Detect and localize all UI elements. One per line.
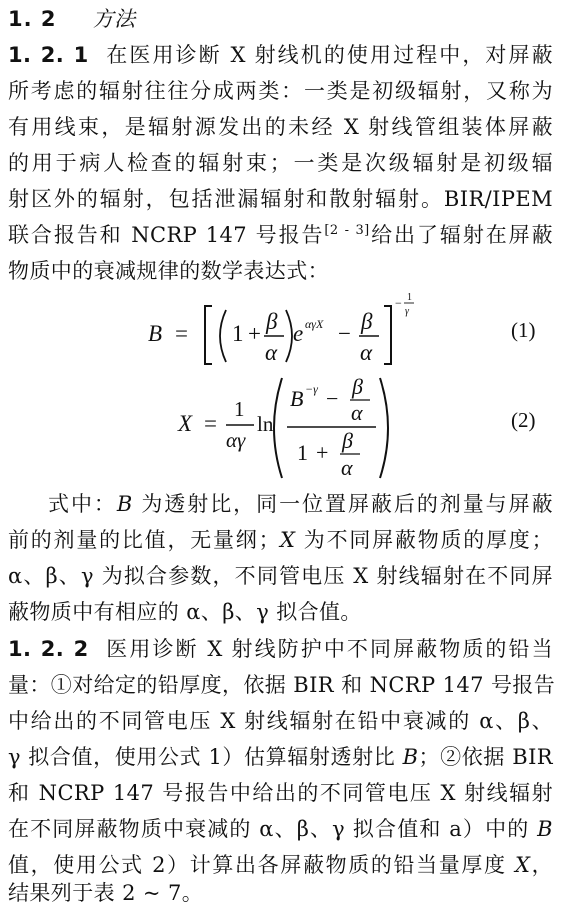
paragraph-1-2-1-line-4: 的用于病人检查的辐射束；一类是次级辐射是初级辐 (8, 151, 553, 175)
section-heading (8, 2, 553, 36)
eq1-plus: + (248, 321, 261, 346)
text-span: 前的剂量的比值，无量纲； (8, 528, 280, 552)
paragraph-1-2-2-line-2: 量：①对给定的铅厚度，依据 BIR 和 NCRP 147 号报告 (8, 673, 556, 697)
eq1-lhs: B (148, 321, 163, 346)
eq1-left-bracket (205, 306, 212, 364)
paragraph-1-2-2-line-5: 和 NCRP 147 号报告中给出的不同管电压 X 射线辐射 (8, 781, 553, 805)
equation-1-number: (1) (511, 318, 536, 342)
eq1-beta: β (266, 309, 278, 334)
eq2-right-paren (380, 378, 388, 478)
eq2-left-paren (274, 378, 282, 478)
paragraph-1-2-2-line-8: 结果列于表 2 ~ 7。 (8, 881, 204, 905)
equation-1 (0, 292, 561, 372)
subsection-number: 1. 2. 1 (8, 43, 89, 67)
var-B: B (537, 817, 553, 841)
paragraph-1-2-2-line-3: 中给出的不同管电压 X 射线辐射在铅中衰减的 α、β、 (8, 709, 553, 733)
text-span: γ 拟合值，使用公式 1）估算辐射透射比 (8, 745, 403, 769)
where-line-2 (8, 523, 553, 557)
eq2-frac-den: αγ (226, 428, 246, 452)
eq2-equals: = (204, 411, 217, 436)
text-span: 式中： (48, 492, 117, 516)
where-line-1 (48, 487, 553, 521)
paragraph-1-2-1-line-1 (8, 38, 553, 72)
var-B: B (116, 492, 133, 516)
section-number: 1. 2 (8, 7, 57, 31)
eq1-exponent: αγX (305, 317, 324, 331)
text-span: 联合报告和 NCRP 147 号报告 (8, 223, 325, 247)
text-span: ；②依据 BIR (418, 745, 553, 769)
eq2-frac-num: 1 (234, 397, 245, 421)
text-span: 给出了辐射在屏蔽 (369, 223, 553, 247)
paragraph-1-2-1-line-3: 有用线束，是辐射源发出的未经 X 射线管组装体屏蔽 (8, 115, 553, 139)
eq2-alpha-num: α (351, 400, 363, 425)
eq2-ln: ln (257, 412, 274, 436)
text-span: ， (530, 853, 553, 877)
text-span: 为透射比，同一位置屏蔽后的剂量与屏蔽 (132, 492, 553, 516)
paragraph-1-2-1-line-2: 所考虑的辐射往往分成两类：一类是初级辐射，又称为 (8, 79, 553, 103)
eq2-minus: − (326, 386, 339, 411)
where-line-3: α、β、γ 为拟合参数，不同管电压 X 射线辐射在不同屏 (8, 564, 553, 588)
paragraph-1-2-2-line-6 (8, 812, 553, 846)
equation-2-number: (2) (511, 408, 536, 432)
paragraph-1-2-1-line-6 (8, 218, 553, 252)
eq1-outer-exp-num: 1 (407, 292, 412, 303)
var-X: X (279, 528, 296, 552)
eq1-equals: = (175, 321, 188, 346)
subsection-number: 1. 2. 2 (8, 637, 89, 661)
var-X: X (515, 853, 531, 877)
eq1-outer-exp-minus: − (395, 296, 402, 310)
eq2-plus: + (316, 440, 329, 465)
eq1-minus: − (338, 321, 351, 346)
eq1-beta-2: β (361, 309, 373, 334)
var-B: B (402, 745, 419, 769)
eq1-right-paren (286, 310, 292, 362)
eq2-one: 1 (297, 440, 308, 465)
eq2-beta-num: β (352, 374, 363, 399)
eq2-B: B (290, 386, 304, 411)
eq1-left-paren (220, 310, 226, 362)
text-span: 值，使用公式 2）计算出各屏蔽物质的铅当量厚度 (8, 853, 515, 877)
eq2-neg-gamma: −γ (305, 382, 318, 396)
text-span: 为不同屏蔽物质的厚度； (295, 528, 553, 552)
eq1-outer-exp-den: γ (405, 306, 409, 317)
eq1-alpha: α (265, 340, 278, 365)
section-title: 方法 (92, 7, 136, 31)
paragraph-1-2-2-line-4 (8, 740, 553, 774)
paragraph-1-2-2-line-1 (8, 632, 553, 666)
eq2-lhs: X (178, 411, 193, 436)
where-line-4: 蔽物质中有相应的 α、β、γ 拟合值。 (8, 600, 362, 624)
eq1-e: e (293, 321, 304, 346)
eq2-beta-den: β (342, 428, 353, 453)
eq1-right-bracket (384, 306, 391, 364)
eq1-one: 1 (232, 321, 244, 346)
paragraph-1-2-1-line-5: 射区外的辐射，包括泄漏辐射和散射辐射。BIR/IPEM (8, 187, 553, 211)
citation: [2 - 3] (324, 223, 370, 238)
eq2-alpha-den: α (341, 455, 353, 480)
paragraph-1-2-1-line-7: 物质中的衰减规律的数学表达式： (8, 259, 329, 283)
equation-2 (0, 372, 561, 484)
text-span: 在不同屏蔽物质中衰减的 α、β、γ 拟合值和 a）中的 (8, 817, 538, 841)
text-line: 在医用诊断 X 射线机的使用过程中，对屏蔽 (104, 43, 554, 67)
eq1-alpha-2: α (360, 340, 373, 365)
text-line: 医用诊断 X 射线防护中不同屏蔽物质的铅当 (104, 637, 554, 661)
